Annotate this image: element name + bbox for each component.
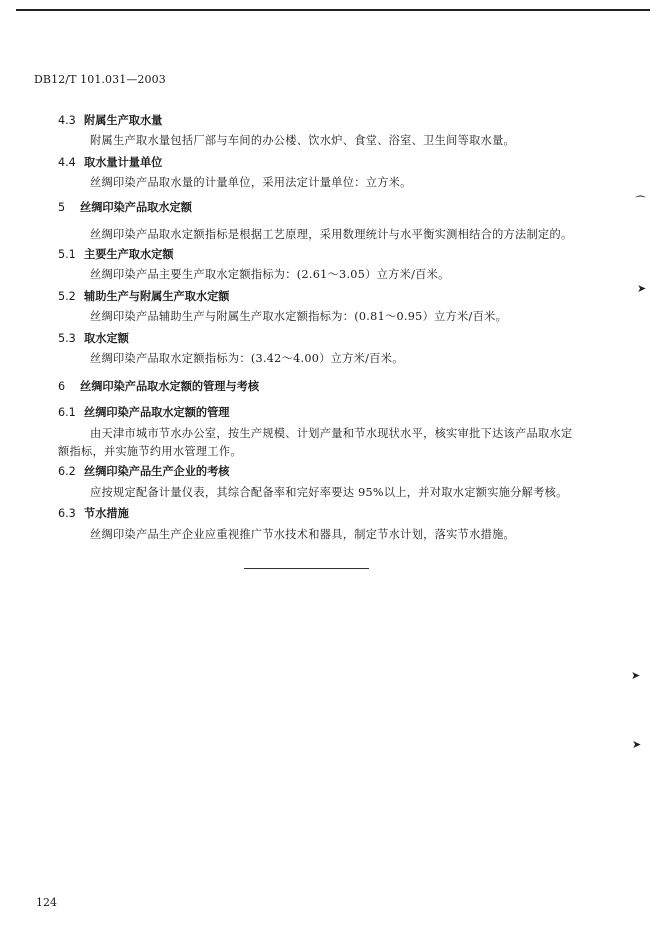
paragraph: 丝绸印染产品取水定额指标是根据工艺原理，采用数理统计与水平衡实测相结合的方法制定的。: [90, 228, 573, 241]
section-number: 4.4: [58, 156, 76, 169]
paragraph: 丝绸印染产品取水量的计量单位，采用法定计量单位：立方米。: [90, 176, 412, 189]
section-heading-5-2: [58, 290, 229, 304]
section-number: 5.3: [58, 332, 76, 345]
paragraph: 丝绸印染产品取水定额指标为：(3.42～4.00）立方米/百米。: [90, 352, 404, 365]
paragraph: 附属生产取水量包括厂部与车间的办公楼、饮水炉、食堂、浴室、卫生间等取水量。: [90, 134, 516, 147]
paragraph: 丝绸印染产品生产企业应重视推广节水技术和器具，制定节水计划，落实节水措施。: [90, 528, 516, 541]
document-code: DB12/T 101.031—2003: [34, 73, 166, 86]
section-title: 附属生产取水量: [84, 114, 163, 127]
section-heading-6: [58, 380, 259, 394]
section-heading-6-2: [58, 465, 229, 479]
scan-mark-icon: ➤: [631, 669, 641, 682]
section-title: 丝绸印染产品取水定额的管理与考核: [80, 380, 260, 393]
section-heading-5: [58, 201, 192, 215]
section-title: 丝绸印染产品取水定额的管理: [84, 406, 230, 419]
section-number: 6.1: [58, 406, 76, 419]
section-title: 丝绸印染产品生产企业的考核: [84, 465, 230, 478]
section-title: 节水措施: [84, 507, 129, 520]
section-heading-4-4: [58, 156, 162, 170]
section-title: 丝绸印染产品取水定额: [80, 201, 192, 214]
section-number: 5.1: [58, 248, 76, 261]
section-heading-5-3: [58, 332, 129, 346]
section-number: 6: [58, 380, 66, 393]
scan-mark-icon: ➤: [637, 282, 647, 295]
section-number: 5: [58, 201, 66, 214]
paragraph: 丝绸印染产品主要生产取水定额指标为：(2.61～3.05）立方米/百米。: [90, 268, 450, 281]
paragraph: 应按规定配备计量仪表，其综合配备率和完好率要达 95%以上，并对取水定额实施分解考核。: [90, 486, 568, 499]
section-number: 5.2: [58, 290, 76, 303]
section-heading-5-1: [58, 248, 174, 262]
top-rule: [16, 9, 650, 11]
paragraph-continuation: 额指标，并实施节约用水管理工作。: [58, 445, 242, 458]
section-number: 6.2: [58, 465, 76, 478]
section-heading-6-3: [58, 507, 129, 521]
section-title: 取水定额: [84, 332, 129, 345]
section-title: 取水量计量单位: [84, 156, 163, 169]
section-heading-4-3: [58, 114, 162, 128]
paragraph: 由天津市城市节水办公室，按生产规模、计划产量和节水现状水平，核实审批下达该产品取水定: [90, 427, 573, 440]
section-title: 主要生产取水定额: [84, 248, 174, 261]
section-heading-6-1: [58, 406, 229, 420]
page-number: 124: [36, 896, 57, 909]
section-number: 4.3: [58, 114, 76, 127]
scan-mark-icon: ➤: [632, 738, 642, 751]
end-rule: [244, 568, 369, 569]
section-title: 辅助生产与附属生产取水定额: [84, 290, 230, 303]
section-number: 6.3: [58, 507, 76, 520]
paragraph: 丝绸印染产品辅助生产与附属生产取水定额指标为：(0.81～0.95）立方米/百米。: [90, 310, 508, 323]
scan-mark-icon: ⁀: [636, 196, 645, 209]
